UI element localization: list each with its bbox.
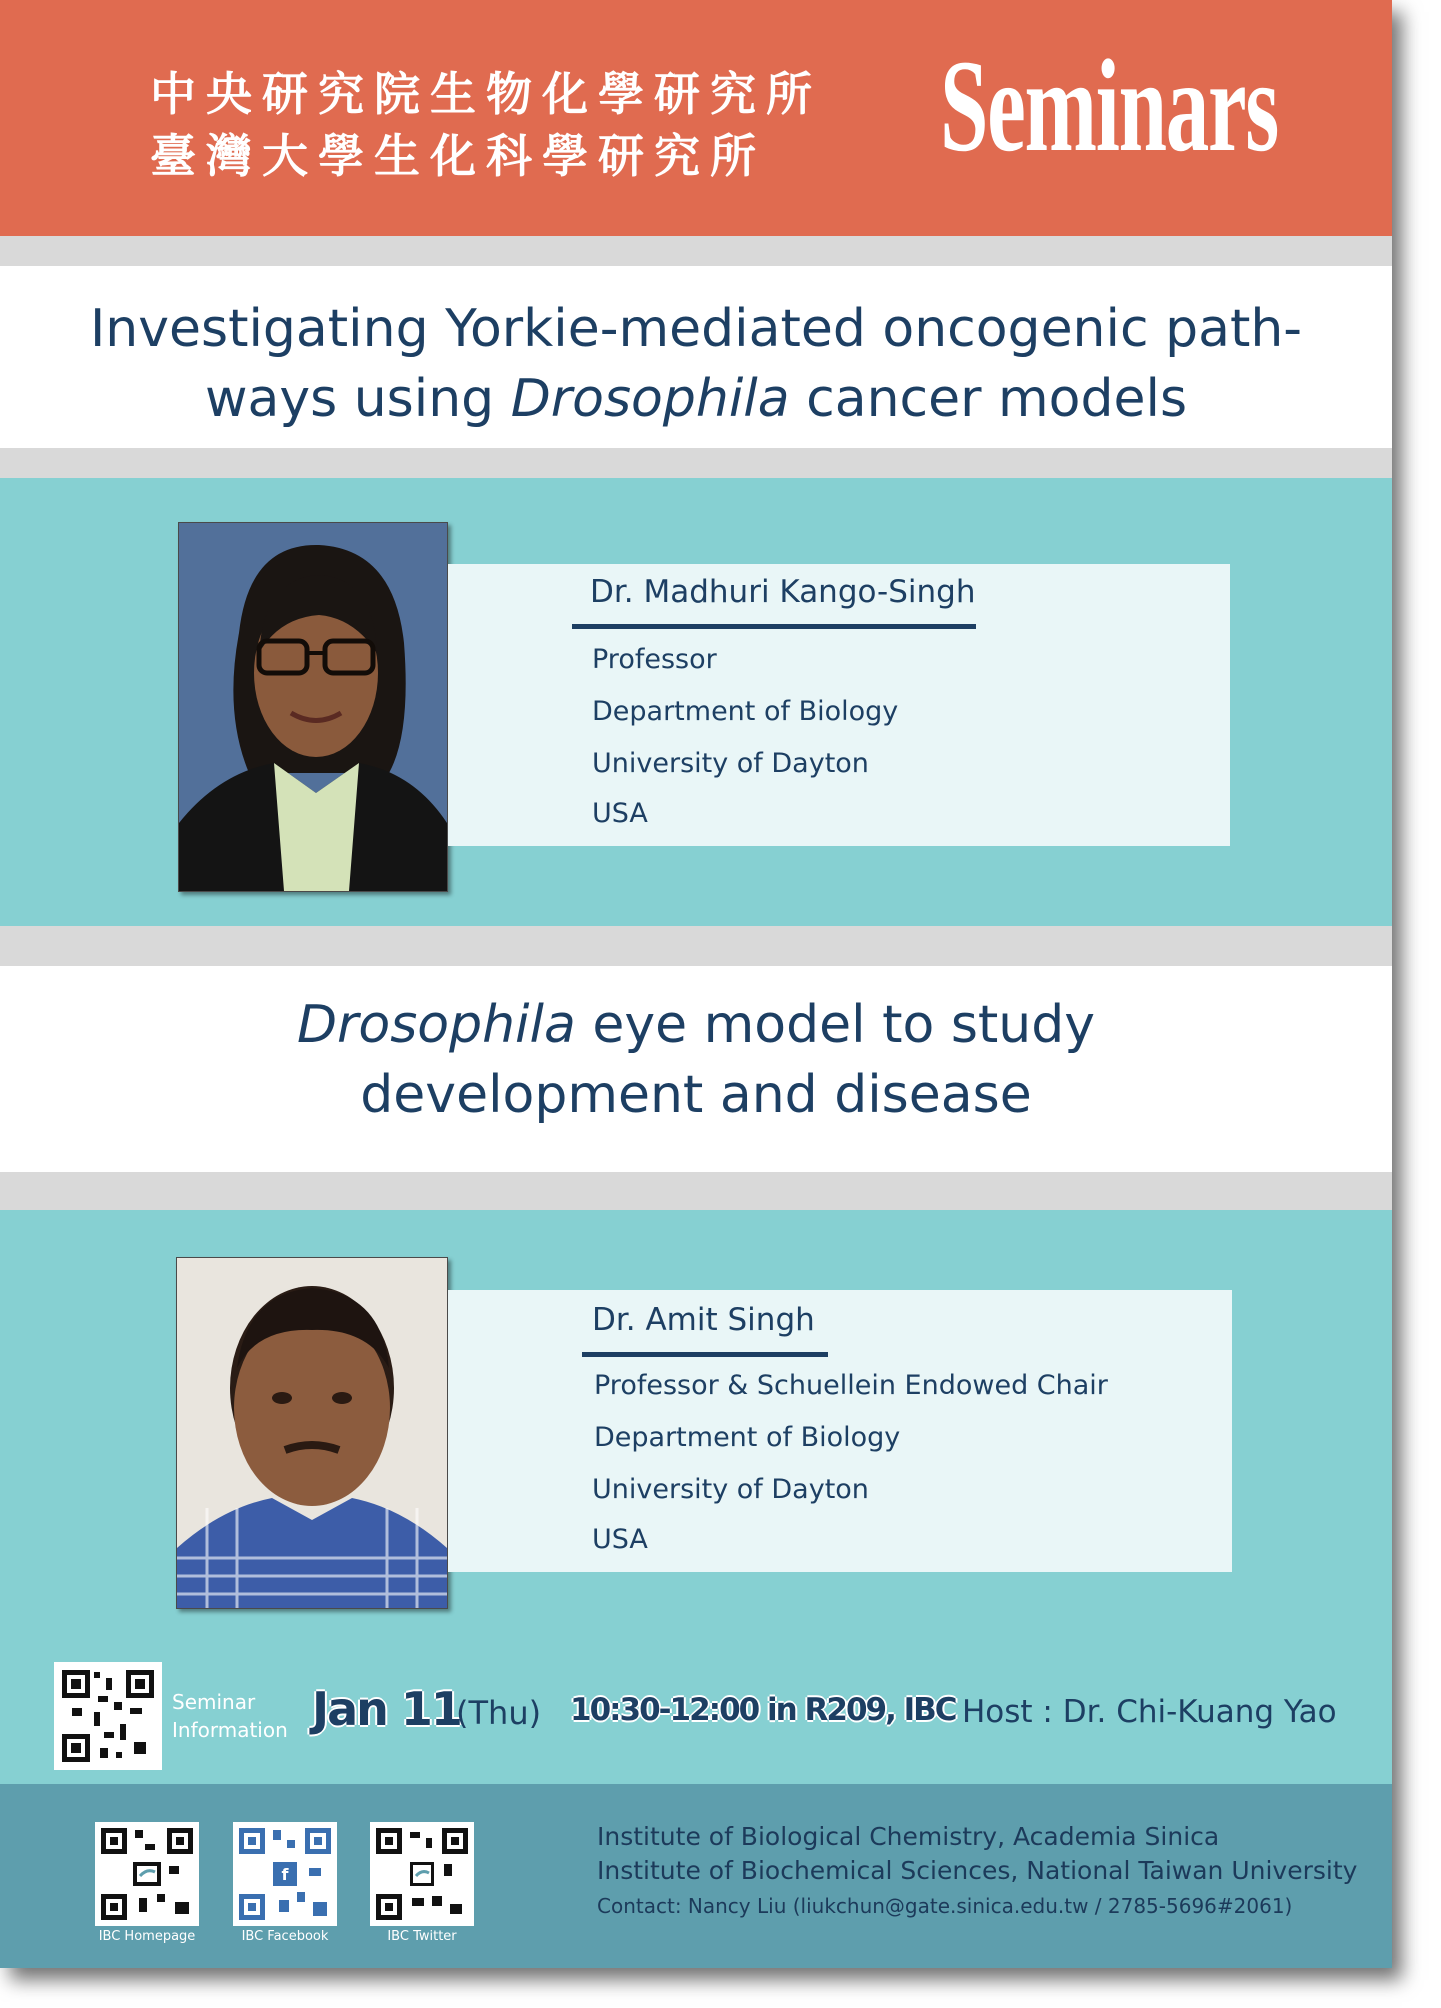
seminar-date: Jan 11 (312, 1682, 461, 1736)
seminar-qr-code[interactable] (54, 1662, 162, 1770)
qr-code-icon (233, 1822, 337, 1926)
divider-band (0, 236, 1392, 266)
ibc-twitter-label: IBC Twitter (387, 1929, 457, 1944)
ibc-facebook-qr[interactable] (233, 1822, 337, 1926)
ibc-facebook-label: IBC Facebook (241, 1929, 329, 1944)
ibc-homepage-label: IBC Homepage (98, 1929, 196, 1944)
speaker2-name-underline (582, 1352, 828, 1357)
ibc-homepage-qr[interactable] (95, 1822, 199, 1926)
speaker1-country: USA (592, 798, 648, 829)
talk2-title-line1: Drosophila eye model to study (296, 995, 1096, 1055)
divider-band (0, 1172, 1392, 1210)
speaker1-photo (178, 522, 448, 892)
speaker2-photo (176, 1257, 448, 1609)
talk2-title (0, 990, 1392, 1130)
header-chinese-line2: 臺灣大學生化科學研究所 (150, 129, 766, 183)
talk1-title-line2: ways using Drosophila cancer models (204, 369, 1188, 429)
header-chinese-line1: 中央研究院生物化學研究所 (150, 67, 822, 121)
qr-code-icon (54, 1662, 162, 1770)
talk1-title-line1: Investigating Yorkie-mediated oncogenic path- (89, 299, 1303, 359)
speaker1-card (448, 564, 1230, 846)
speaker2-name: Dr. Amit Singh (592, 1302, 815, 1338)
svg-text:f: f (281, 1865, 289, 1884)
footer-contact: Contact: Nancy Liu (liukchun@gate.sinica.edu.tw / 2785-5696#2061) (597, 1894, 1293, 1918)
qr-code-icon (95, 1822, 199, 1926)
speaker1-name: Dr. Madhuri Kango-Singh (590, 574, 976, 610)
seminar-info-label: Seminar Information (172, 1690, 288, 1742)
divider-band (0, 448, 1392, 478)
speaker2-country: USA (592, 1524, 648, 1555)
poster-header (0, 0, 1392, 236)
qr-code-icon (370, 1822, 474, 1926)
speaker2-department: Department of Biology (594, 1422, 901, 1453)
speaker2-card (448, 1290, 1232, 1572)
seminar-time-place: 10:30-12:00 in R209, IBC (570, 1692, 956, 1728)
footer-institute-1: Institute of Biological Chemistry, Academia Sinica (597, 1822, 1220, 1851)
talk1-title (0, 294, 1392, 434)
speaker1-position: Professor (592, 644, 717, 675)
speaker1-name-underline (572, 624, 976, 629)
talk2-title-line2: development and disease (360, 1065, 1032, 1125)
divider-band (0, 926, 1392, 966)
seminar-host: Host : Dr. Chi-Kuang Yao (962, 1694, 1337, 1730)
ibc-twitter-qr[interactable] (370, 1822, 474, 1926)
footer-institute-2: Institute of Biochemical Sciences, National Taiwan University (597, 1856, 1358, 1885)
seminar-weekday: (Thu) (456, 1694, 542, 1732)
speaker2-university: University of Dayton (592, 1474, 869, 1505)
speaker2-position: Professor & Schuellein Endowed Chair (594, 1370, 1108, 1401)
speaker1-department: Department of Biology (592, 696, 899, 727)
speaker1-university: University of Dayton (592, 748, 869, 779)
seminars-heading: Seminars (940, 32, 1278, 179)
